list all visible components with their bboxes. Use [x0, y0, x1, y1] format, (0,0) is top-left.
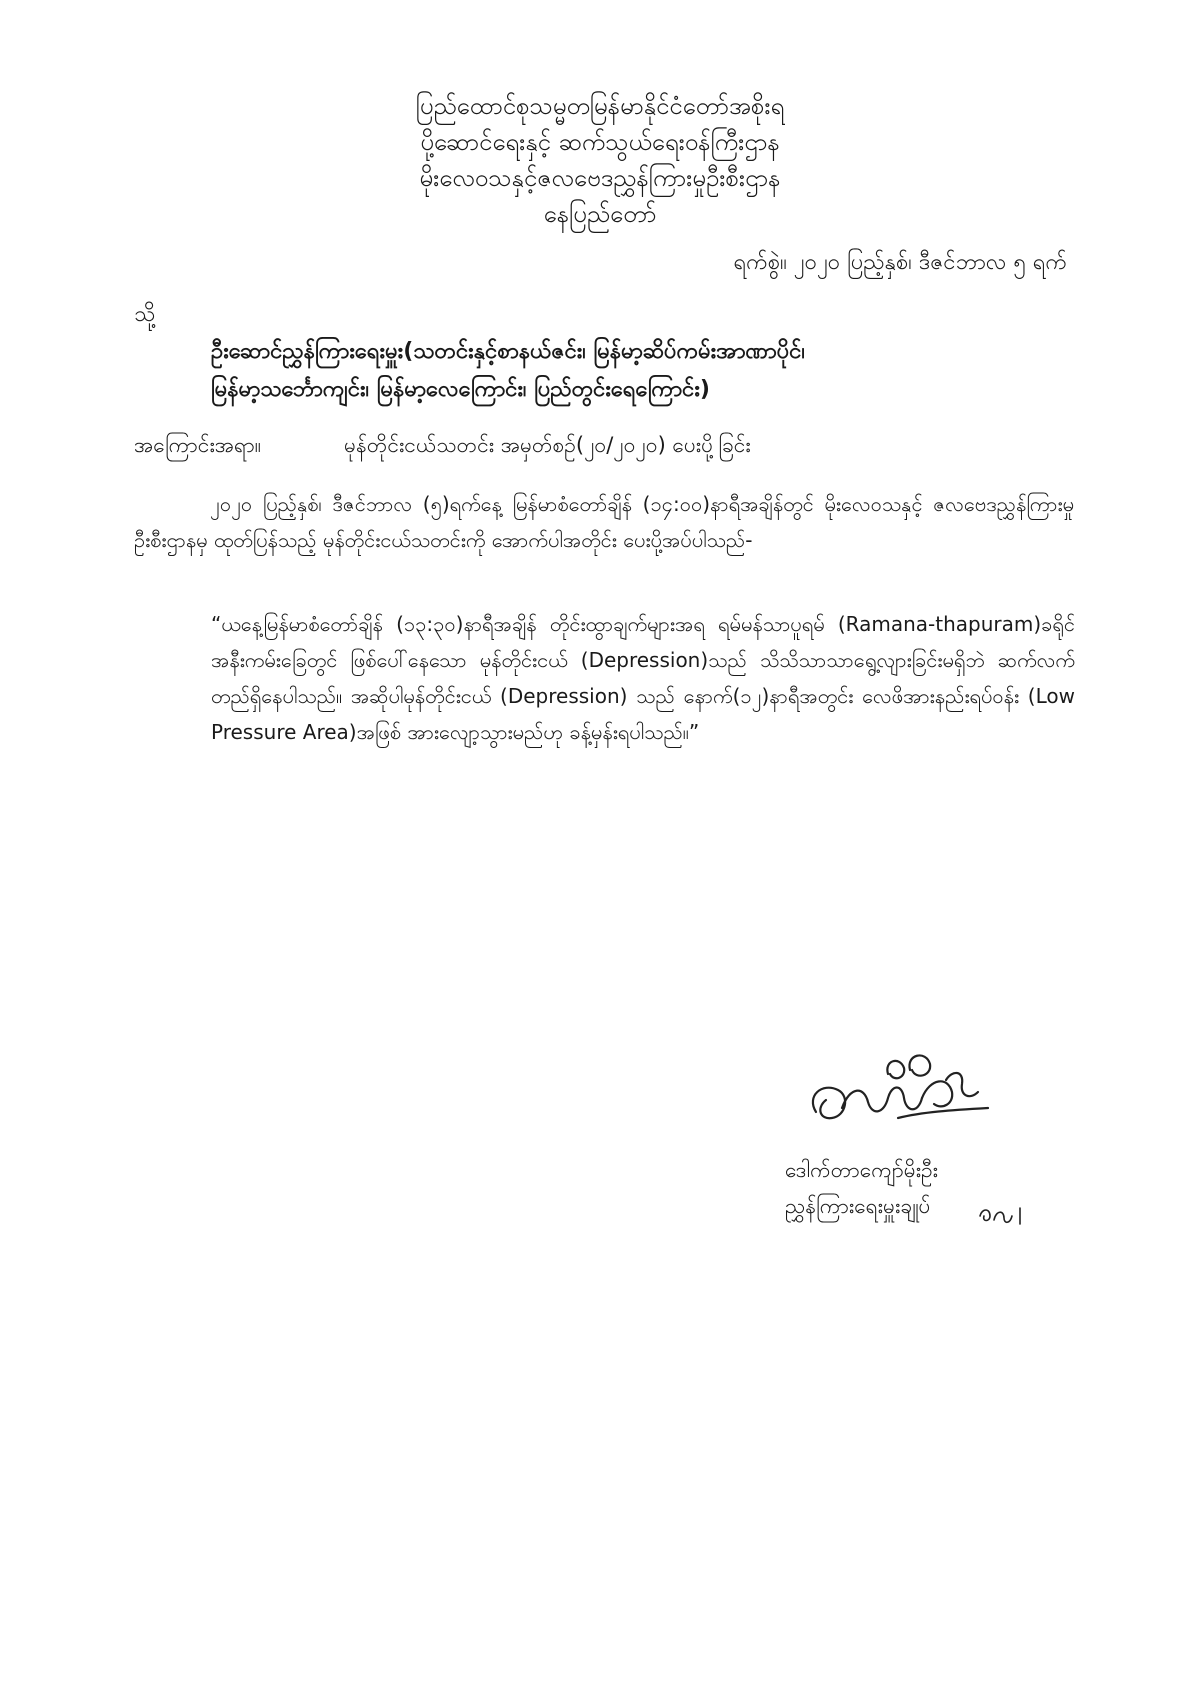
letterhead	[300, 88, 900, 232]
subject-text: မုန်တိုင်းငယ်သတင်း အမှတ်စဉ်(၂၀/၂၀၂၀) ပေးပို့ခြင်း	[344, 433, 751, 457]
recipient-line-1: ဦးဆောင်ညွှန်ကြားရေးမှူး(သတင်းနှင့်စာနယ်ဇင်း၊ မြန်မာ့ဆိပ်ကမ်းအာဏာပိုင်၊	[211, 339, 805, 364]
letterhead-department: မိုးလေဝသနှင့်ဇလဗေဒညွှန်ကြားမှုဦးစီးဌာန	[419, 164, 781, 192]
signer-block	[785, 1152, 1085, 1224]
handwritten-signature	[802, 1034, 992, 1144]
handwritten-initial	[976, 1198, 1036, 1228]
to-label: သို့	[134, 302, 156, 327]
recipient-line-2: မြန်မာ့သင်္ဘောကျင်း၊ မြန်မာ့လေကြောင်း၊ ပြည်တွင်းရေကြောင်း)	[211, 377, 710, 402]
letterhead-ministry: ပို့ဆောင်ရေးနှင့် ဆက်သွယ်ရေးဝန်ကြီးဌာန	[420, 128, 780, 156]
letterhead-city: နေပြည်တော်	[543, 200, 657, 228]
quoted-bulletin: “ယနေ့မြန်မာစံတော်ချိန် (၁၃:၃၀)နာရီအချိန် တိုင်းထွာချက်များအရ ရမ်မန်သာပူရမ် (Ramana-thapuram)ခရိုင်အနီးကမ်းခြေတွင် ဖြစ်ပေါ်နေသော မုန်တိုင်းငယ် (Depression)သည် သိသိသာသာရွေ့လျားခြင်းမရှိဘဲ ဆက်လက်တည်ရှိနေပါသည်။ အဆိုပါမုန်တိုင်းငယ် (Depression) သည် နောက်(၁၂)နာရီအတွင်း လေဖိအားနည်းရပ်ဝန်း (Low Pressure Area)အဖြစ် အားလျော့သွားမည်ဟု ခန့်မှန်းရပါသည်။”	[211, 612, 1075, 744]
subject-label: အကြောင်းအရာ။	[134, 433, 262, 457]
letter-date: ရက်စွဲ။ ၂၀၂၀ ပြည့်နှစ်၊ ဒီဇင်ဘာလ ၅ ရက်	[733, 250, 1067, 275]
signer-title: ညွှန်ကြားရေးမှူးချုပ်	[785, 1194, 931, 1218]
letterhead-government: ပြည်ထောင်စုသမ္မတမြန်မာနိုင်ငံတော်အစိုးရ	[415, 92, 785, 120]
recipient-block	[211, 333, 1081, 409]
signer-name: ဒေါက်တာကျော်မိုးဦး	[785, 1158, 939, 1182]
body-paragraph: ၂၀၂၀ ပြည့်နှစ်၊ ဒီဇင်ဘာလ (၅)ရက်နေ့ မြန်မာစံတော်ချိန် (၁၄:၀၀)နာရီအချိန်တွင် မိုးလေဝသနှင့် ဇလဗေဒညွှန်ကြားမှုဦးစီးဌာနမှ ထုတ်ပြန်သည့် မုန်တိုင်းငယ်သတင်းကို အောက်ပါအတိုင်း ပေးပို့အပ်ပါသည်-	[134, 492, 1074, 552]
subject-line	[134, 428, 1074, 462]
